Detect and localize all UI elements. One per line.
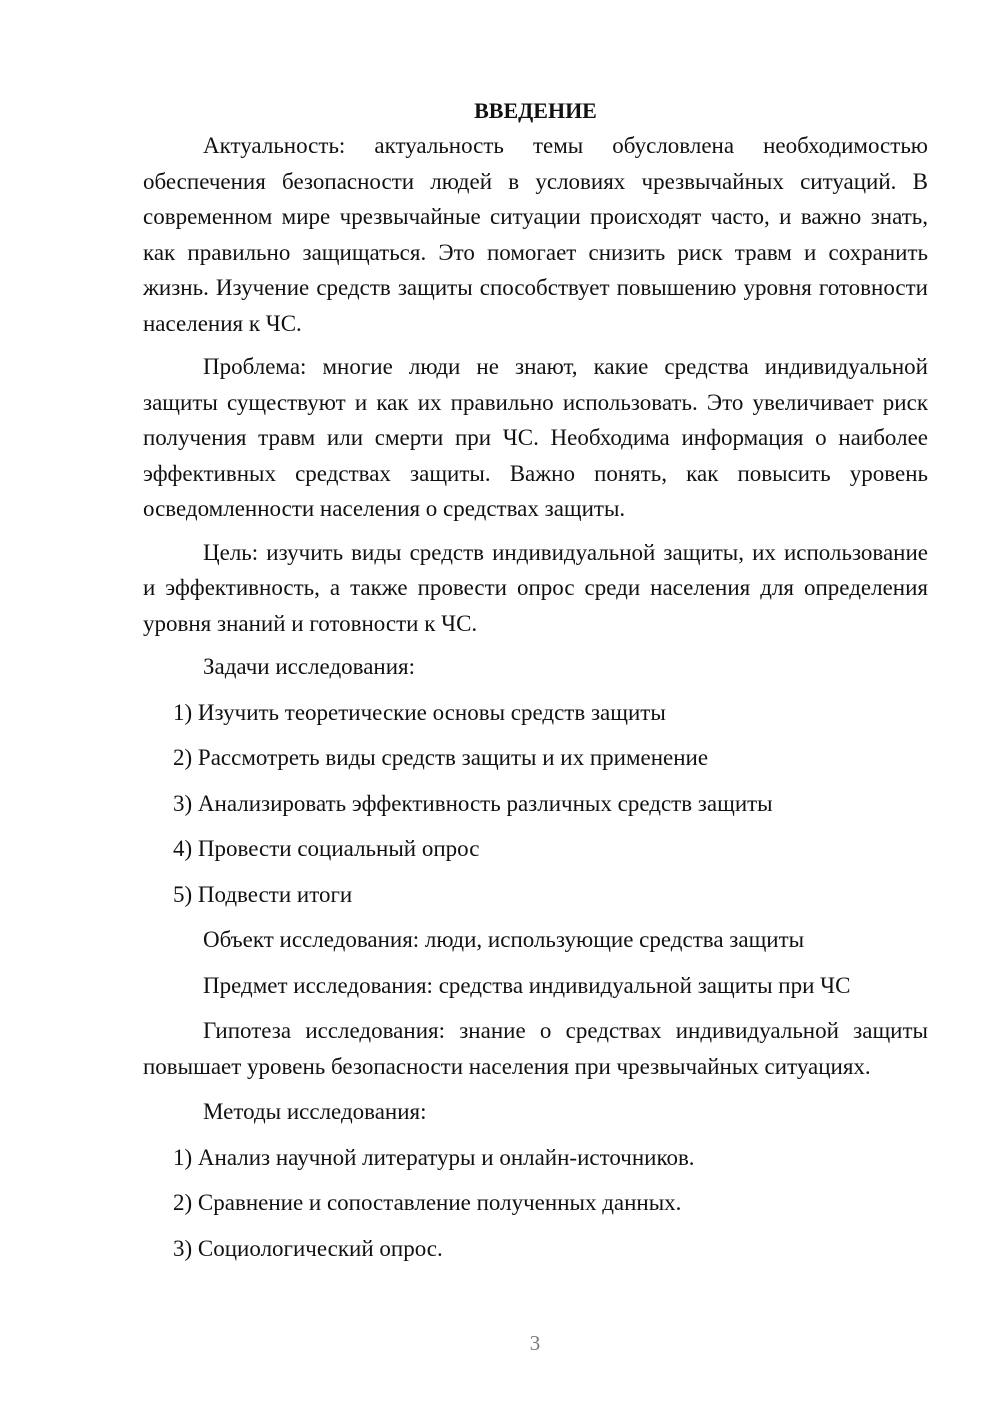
- list-item: 2) Рассмотреть виды средств защиты и их применение: [173, 745, 709, 770]
- list-item: 4) Провести социальный опрос: [173, 836, 480, 861]
- object-line: Объект исследования: люди, использующие средства защиты: [203, 927, 805, 952]
- hypothesis-paragraph: Гипотеза исследования: знание о средствах индивидуальной защиты повышает уровень безопасности населения при чрезвычайных ситуациях.: [143, 1018, 928, 1079]
- list-item: 5) Подвести итоги: [173, 881, 353, 907]
- page-title: ВВЕДЕНИЕ: [474, 98, 597, 123]
- list-item: 1) Изучить теоретические основы средств защиты: [173, 699, 666, 725]
- subject-line: Предмет исследования: средства индивидуальной защиты при ЧС: [203, 972, 851, 998]
- relevance-paragraph: Актуальность: актуальность темы обусловлена необходимостью обеспечения безопасности людей в условиях чрезвычайных ситуаций. В современном мире чрезвычайные ситуации происходят часто, и важно знать, как правильно защищаться. Это помогает снизить риск травм и сохранить жизнь. Изучение средств защиты способствует повышению уровня готовности населения к ЧС.: [143, 133, 928, 336]
- goal-paragraph: Цель: изучить виды средств индивидуальной защиты, их использование и эффективность, а также провести опрос среди населения для определения уровня знаний и готовности к ЧС.: [143, 539, 928, 636]
- list-item: 3) Социологический опрос.: [173, 1235, 443, 1261]
- list-item: 2) Сравнение и сопоставление полученных данных.: [173, 1190, 682, 1215]
- tasks-list: [143, 695, 928, 913]
- problem-paragraph: Проблема: многие люди не знают, какие средства индивидуальной защиты существуют и как их правильно использовать. Это увеличивает риск получения травм или смерти при ЧС. Необходима информация о наиболее эффективных средствах защиты. Важно понять, как повысить уровень осведомленности населения о средствах защиты.: [143, 354, 928, 521]
- page-content: [143, 93, 928, 1266]
- tasks-heading: Задачи исследования:: [203, 654, 416, 679]
- page-number: 3: [529, 1331, 541, 1355]
- list-item: 3) Анализировать эффективность различных средств защиты: [173, 790, 773, 816]
- methods-list: [143, 1140, 928, 1267]
- methods-heading: Методы исследования:: [203, 1099, 427, 1124]
- list-item: 1) Анализ научной литературы и онлайн-источников.: [173, 1144, 695, 1170]
